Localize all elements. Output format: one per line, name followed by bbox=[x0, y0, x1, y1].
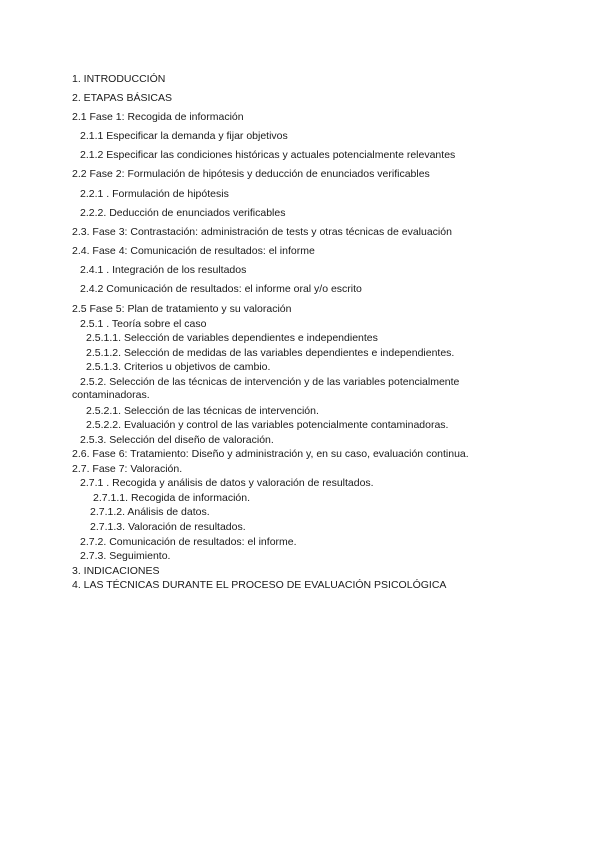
toc-item: 2.7.1.3. Valoración de resultados. bbox=[90, 521, 246, 533]
toc-item: 2.5.1 . Teoría sobre el caso bbox=[80, 318, 207, 330]
toc-item: 2.4. Fase 4: Comunicación de resultados: el informe bbox=[72, 245, 315, 257]
toc-item: 2.7.1.1. Recogida de información. bbox=[93, 492, 251, 504]
toc-item: 2.2 Fase 2: Formulación de hipótesis y deducción de enunciados verificables bbox=[72, 168, 430, 180]
toc-item: 2.7.1 . Recogida y análisis de datos y valoración de resultados. bbox=[80, 477, 374, 489]
toc-item: 2.4.1 . Integración de los resultados bbox=[80, 264, 247, 276]
toc-item: 2.7.2. Comunicación de resultados: el informe. bbox=[80, 536, 297, 548]
toc-item: 2.7.1.2. Análisis de datos. bbox=[90, 506, 210, 518]
toc-item: 2.1 Fase 1: Recogida de información bbox=[72, 111, 244, 123]
toc-item: 2.6. Fase 6: Tratamiento: Diseño y administración y, en su caso, evaluación continua. bbox=[72, 448, 469, 460]
toc-item: 2.5.3. Selección del diseño de valoración. bbox=[80, 434, 274, 446]
toc-item: 2.5.2.2. Evaluación y control de las variables potencialmente contaminadoras. bbox=[86, 419, 449, 431]
toc-item: 2.4.2 Comunicación de resultados: el informe oral y/o escrito bbox=[80, 283, 362, 295]
toc-item: 2.5.1.2. Selección de medidas de las variables dependientes e independientes. bbox=[86, 347, 455, 359]
toc-item: 1. INTRODUCCIÓN bbox=[72, 73, 166, 85]
toc-item: 2.1.2 Especificar las condiciones históricas y actuales potencialmente relevantes bbox=[80, 149, 456, 161]
toc-item: 2.5.1.1. Selección de variables dependientes e independientes bbox=[86, 332, 378, 344]
toc-item: 2. ETAPAS BÁSICAS bbox=[72, 92, 172, 104]
toc-item: 2.5 Fase 5: Plan de tratamiento y su valoración bbox=[72, 303, 292, 315]
toc-item: 2.3. Fase 3: Contrastación: administración de tests y otras técnicas de evaluación bbox=[72, 226, 452, 238]
toc-item: 2.2.1 . Formulación de hipótesis bbox=[80, 188, 229, 200]
toc-item: 2.7. Fase 7: Valoración. bbox=[72, 463, 183, 475]
toc-item: 2.1.1 Especificar la demanda y fijar objetivos bbox=[80, 130, 288, 142]
toc-item: 4. LAS TÉCNICAS DURANTE EL PROCESO DE EVALUACIÓN PSICOLÓGICA bbox=[72, 579, 447, 591]
toc-item: 2.7.3. Seguimiento. bbox=[80, 550, 171, 562]
toc-item: 2.5.2. Selección de las técnicas de intervención y de las variables potencialmente contaminadoras. bbox=[72, 376, 460, 401]
toc-item: 2.2.2. Deducción de enunciados verificables bbox=[80, 207, 286, 219]
toc-item: 3. INDICACIONES bbox=[72, 565, 160, 577]
toc-item: 2.5.1.3. Criterios u objetivos de cambio. bbox=[86, 361, 271, 373]
toc-item: 2.5.2.1. Selección de las técnicas de intervención. bbox=[86, 405, 319, 417]
